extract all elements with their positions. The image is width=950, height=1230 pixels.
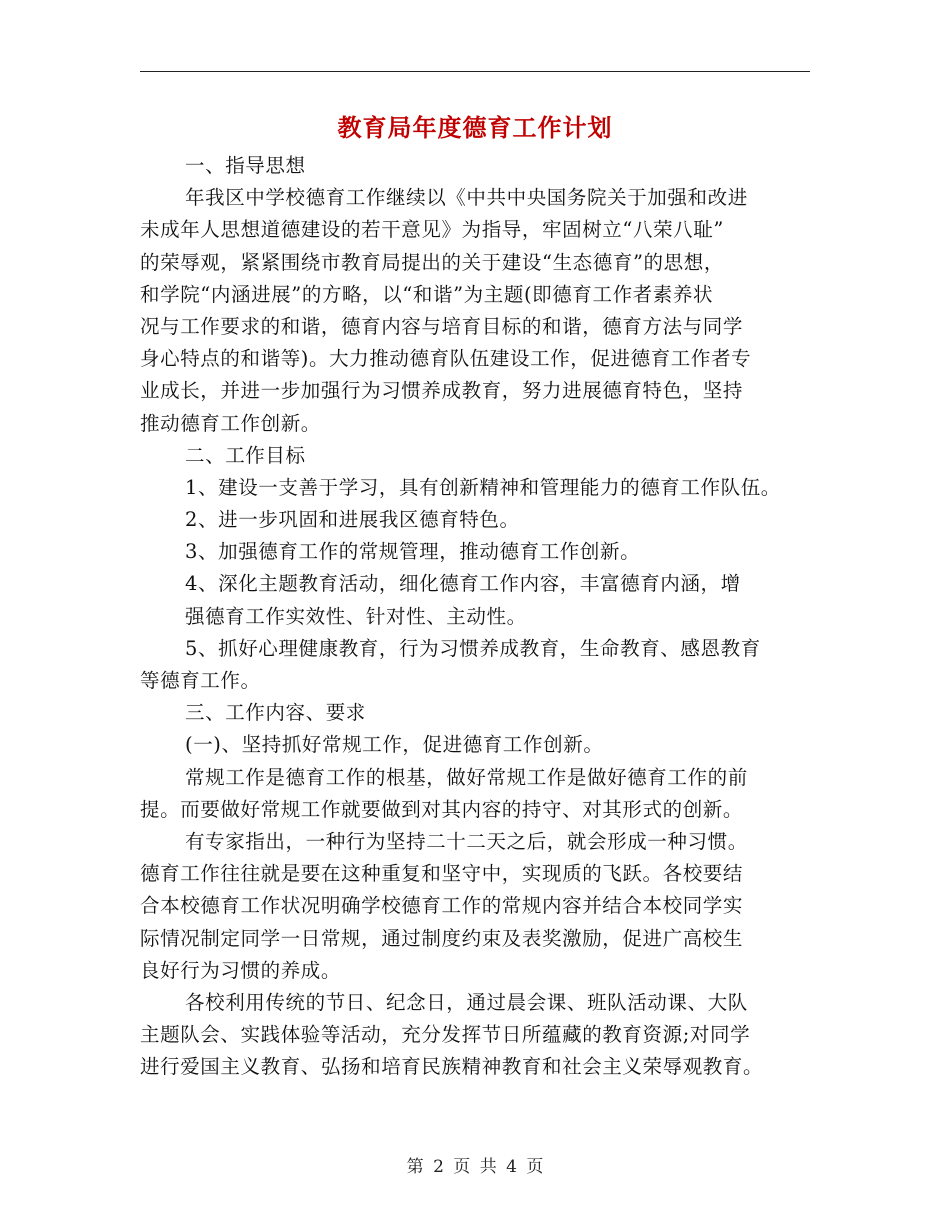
page-number-footer: 第 2 页 共 4 页 bbox=[406, 1157, 544, 1177]
text-line: 二、工作目标 bbox=[185, 443, 306, 467]
text-line: 推动德育工作创新。 bbox=[140, 411, 321, 435]
text-line: 3、加强德育工作的常规管理，推动德育工作创新。 bbox=[185, 540, 641, 564]
text-line: 况与工作要求的和谐，德育内容与培育目标的和谐，德育方法与同学 bbox=[140, 314, 744, 338]
text-line: 际情况制定同学一日常规，通过制度约束及表奖激励，促进广高校生 bbox=[140, 926, 744, 950]
header-rule bbox=[140, 71, 810, 72]
text-line: 的荣辱观，紧紧围绕市教育局提出的关于建设“生态德育”的思想， bbox=[140, 250, 724, 274]
text-line: 有专家指出，一种行为坚持二十二天之后，就会形成一种习惯。 bbox=[185, 829, 748, 853]
text-line: 5、抓好心理健康教育，行为习惯养成教育，生命教育、感恩教育 bbox=[185, 636, 761, 660]
text-line: 合本校德育工作状况明确学校德育工作的常规内容并结合本校同学实 bbox=[140, 894, 744, 918]
text-line: 主题队会、实践体验等活动，充分发挥节日所蕴藏的教育资源;对同学 bbox=[140, 1023, 751, 1047]
text-line: 一、指导思想 bbox=[185, 154, 306, 177]
text-line: 强德育工作实效性、针对性、主动性。 bbox=[185, 604, 527, 628]
text-line: 1、建设一支善于学习，具有创新精神和管理能力的德育工作队伍。 bbox=[185, 475, 781, 499]
text-line: 业成长，并进一步加强行为习惯养成教育，努力进展德育特色，坚持 bbox=[140, 379, 744, 403]
text-line: 等德育工作。 bbox=[140, 669, 261, 692]
text-line: 年我区中学校德育工作继续以《中共中央国务院关于加强和改进 bbox=[185, 186, 748, 210]
text-line: 三、工作内容、要求 bbox=[185, 701, 366, 725]
text-line: 未成年人思想道德建设的若干意见》为指导，牢固树立“八荣八耻” bbox=[140, 218, 724, 242]
document-title: 教育局年度德育工作计划 bbox=[337, 113, 613, 142]
text-line: 提。而要做好常规工作就要做到对其内容的持守、对其形式的创新。 bbox=[140, 797, 744, 821]
text-line: 和学院“内涵进展”的方略，以“和谐”为主题(即德育工作者素养状 bbox=[140, 282, 714, 306]
text-line: 进行爱国主义教育、弘扬和培育民族精神教育和社会主义荣辱观教育。 bbox=[140, 1055, 764, 1079]
text-line: 身心特点的和谐等)。大力推动德育队伍建设工作，促进德育工作者专 bbox=[140, 347, 752, 371]
text-line: 2、进一步巩固和进展我区德育特色。 bbox=[185, 508, 520, 532]
text-line: 常规工作是德育工作的根基，做好常规工作是做好德育工作的前 bbox=[185, 765, 748, 789]
text-line: 各校利用传统的节日、纪念日，通过晨会课、班队活动课、大队 bbox=[185, 990, 748, 1014]
text-line: 4、深化主题教育活动，细化德育工作内容，丰富德育内涵，增 bbox=[185, 572, 741, 596]
text-line: 良好行为习惯的养成。 bbox=[140, 958, 342, 982]
document-body bbox=[140, 150, 830, 1083]
text-line: (一)、坚持抓好常规工作，促进德育工作创新。 bbox=[185, 733, 604, 757]
text-line: 德育工作往往就是要在这种重复和坚守中，实现质的飞跃。各校要结 bbox=[140, 862, 744, 886]
